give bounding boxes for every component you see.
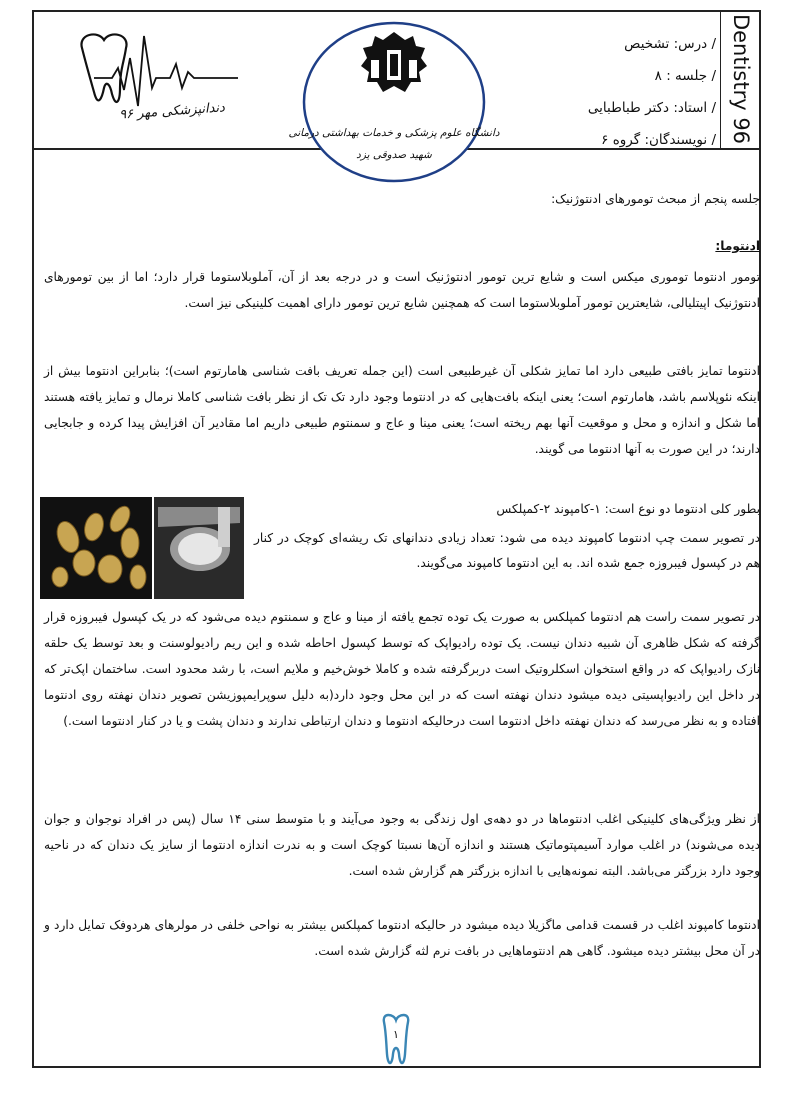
instructor-line: / استاد: دکتر طباطبایی [587, 100, 716, 116]
paragraph-1: تومور ادنتوما توموری میکس است و شایع ترین تومور ادنتوژنیک است و در درجه بعد از آن، آملوبلاستوما قرار دارد؛ اما از بین تومورهای ادنتوژنیک اپیتلیالی، شایعترین تومور آملوبلاستوما است که همچنین شایع ترین تومور دارای اهمیت کلینیکی نیز است. [44, 270, 760, 310]
lesson-line: / درس: تشخیص [624, 36, 716, 52]
brand-text: دندانپزشکی مهر ۹۶ [118, 100, 226, 123]
authors-line: / نویسندگان: گروه ۶ [601, 132, 716, 148]
types-line: بطور کلی ادنتوما دو نوع است: ۱-کامپوند ۲-کمپلکس [496, 502, 760, 516]
tooth-icon [376, 1014, 416, 1070]
tooth-icon [81, 34, 126, 102]
odontoma-images [40, 497, 244, 599]
session-line: / جلسه : ۸ [654, 68, 716, 84]
intro-text: جلسه پنجم از مبحث تومورهای ادنتوژنیک: [551, 192, 760, 206]
paragraph-2: ادنتوما تمایز بافتی طبیعی دارد اما تمایز شکلی آن غیرطبیعی است (این جمله تعریف بافت شناسی هامارتوم است)؛ بنابراین ادنتوما بیش از اینکه نئوپلاسم باشد، هامارتوم است؛ یعنی اینکه بافت‌هایی که در ادنتوما وجود دارد تک تک از نظر بافت شناسی کاملا نرمال و تمایز یافته هستند اما شکل و اندازه و محل و موقعیت آنها بهم ریخته است؛ یعنی مینا و عاج و سمنتوم طبیعی داریم اما مقادیر آن افزایش پیدا کرده و جابجایی دارند؛ در این صورت به آنها ادنتوما می گویند. [44, 364, 760, 456]
lecture-meta [588, 28, 716, 156]
section-heading [44, 233, 760, 259]
course-tag-text: Dentistry 96 [729, 13, 753, 145]
seal-text-line1: دانشگاه علوم پزشکی و خدمات بهداشتی درمانی [288, 127, 500, 139]
heartbeat-line-icon [94, 36, 238, 106]
paragraph-4: در تصویر سمت راست هم ادنتوما کمپلکس به صورت یک توده تجمع یافته از مینا و عاج و سمنتوم دیده می‌شود که در یک کپسول فیبروزه قرار گرفته که شکل ظاهری آن شبیه دندان نیست. یک توده رادیواپک که توسط کپسول احاطه شده و این ریم رادیولوسنت و بعد توسط یک حلقه نازک رادیواپک که در واقع استخوان اسکلروتیک است دربرگرفته شده و کاملا خوش‌خیم و ملایم است، با رشد محدود است. ساختمان اپک‌تر که در داخل این رادیواپسیتی دیده میشود دندان نهفته است که در این محل وجود دارد(به دلیل سوپرایمپوزیشن تصویر دندان نهفته روی ادنتوما افتاده و به نظر می‌رسد که دندان نهفته داخل ادنتوما است درحالیکه ادنتوما و دندان ارتباطی ندارند و دندان پشت و یا در کنار ادنتوما است.) [44, 610, 760, 728]
page-number: ۱ [393, 1028, 399, 1041]
paragraph-6: ادنتوما کامپوند اغلب در قسمت قدامی ماگزیلا دیده میشود در حالیکه ادنتوما کمپلکس بیشتر به نواحی خلفی در مولرهای هردوفک تمایل دارد و در آن محل بیشتر دیده میشود. گاهی هم ادنتوماهایی در بافت نرم لثه گزارش شده است. [44, 918, 760, 958]
tooth-heartbeat-logo [60, 28, 240, 148]
university-seal [288, 20, 500, 184]
paragraph-5: از نظر ویژگی‌های کلینیکی اغلب ادنتوماها در دو دهه‌ی اول زندگی به وجود می‌آیند و با متوسط سنی ۱۴ سال (پس در افراد نوجوان و جوان دیده می‌شوند) در اغلب موارد آسیمپتوماتیک هستند و اندازه آن‌ها نسبتا کوچک است و به ندرت اندازه ادنتوما از سایز یک دندان که در ناحیه وجود دارد بزرگتر می‌باشد. البته نمونه‌هایی با اندازه بزرگتر هم گزارش شده است. [44, 812, 760, 878]
paragraph-3: در تصویر سمت چپ ادنتوما کامپوند دیده می شود: تعداد زیادی دندانهای تک ریشه‌ای کوچک در کنار هم در کپسول فیبروزه جمع شده اند. به این ادنتوما کامپوند می‌گویند. [254, 531, 760, 570]
heading-odontoma: ادنتوما: [715, 239, 760, 253]
seal-text-line2: شهید صدوقی یزد [356, 149, 432, 161]
course-tag [721, 10, 761, 148]
footer-tooth [376, 1014, 416, 1070]
